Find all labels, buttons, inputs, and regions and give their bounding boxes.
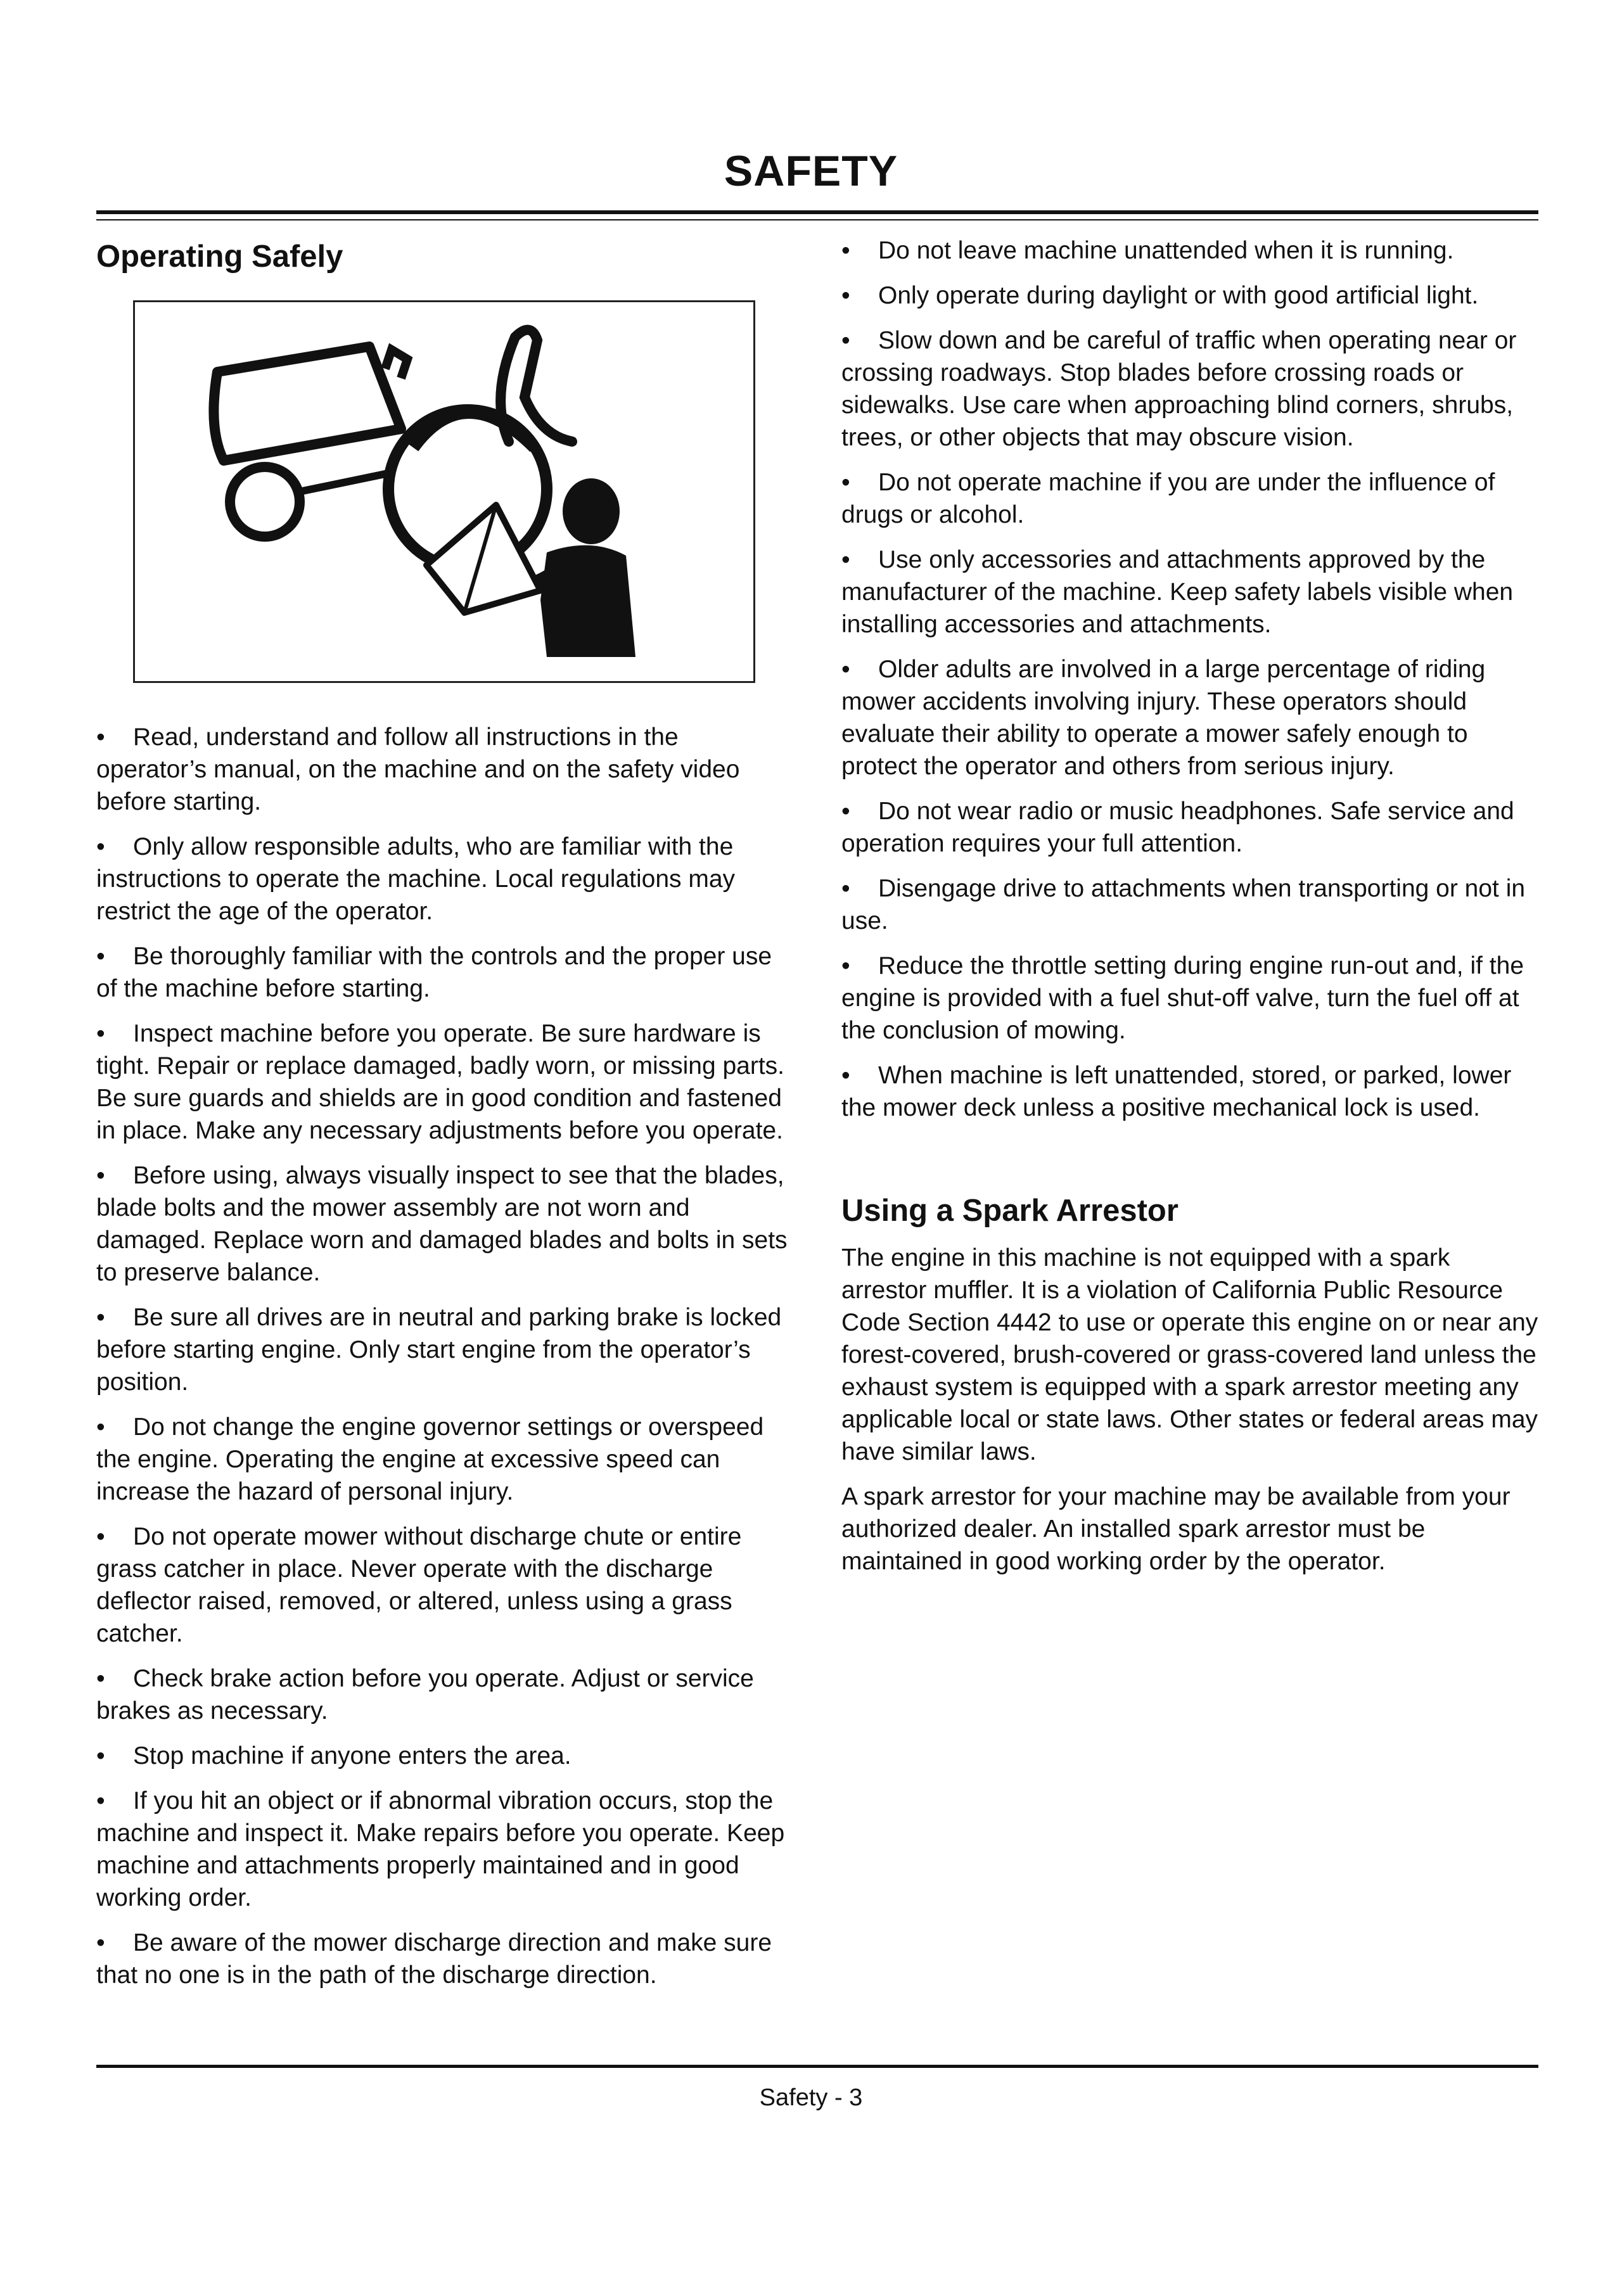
operating-bullets-left [96,721,789,1991]
list-item: • Before using, always visually inspect to see that the blades, blade bolts and the mower assembly are not worn and damaged. Replace worn and damaged blades and bolts in sets to preserve balance. [96,1162,788,1286]
operating-safely-heading: Operating Safely [96,239,343,274]
spark-paragraph-2: A spark arrestor for your machine may be available from your authorized dealer. An installed spark arrestor must be maintained in good working order by the operator. [841,1483,1510,1575]
list-item: • Check brake action before you operate. Adjust or service brakes as necessary. [96,1665,754,1725]
header-rule [96,210,1538,214]
page-footer: Safety - 3 [759,2084,863,2111]
footer-rule [96,2065,1538,2068]
right-column [841,234,1538,1590]
spark-arrestor-heading: Using a Spark Arrestor [841,1194,1178,1228]
list-item: • Only allow responsible adults, who are familiar with the instructions to operate the machine. Local regulations may restrict the age of the operator. [96,833,736,925]
list-item: • Do not operate machine if you are under the influence of drugs or alcohol. [841,469,1495,528]
list-item: • When machine is left unattended, stored, or parked, lower the mower deck unless a positive mechanical lock is used. [841,1062,1512,1121]
list-item: • Read, understand and follow all instructions in the operator’s manual, on the machine and on the safety video before starting. [96,724,740,815]
list-item: • Reduce the throttle setting during engine run-out and, if the engine is provided with a fuel shut-off valve, turn the fuel off at the conclusion of mowing. [841,952,1524,1044]
page-title: SAFETY [724,147,898,195]
operator-reading-manual-tractor-icon [135,302,753,681]
header-rule-thin [96,219,1538,220]
list-item: • Do not operate mower without discharge chute or entire grass catcher in place. Never operate with the discharge deflector raised, removed, or altered, unless using a grass catcher. [96,1523,742,1647]
safety-illustration [133,300,755,683]
list-item: • Stop machine if anyone enters the area. [96,1742,572,1770]
list-item: • Disengage drive to attachments when transporting or not in use. [841,875,1526,934]
list-item: • Do not wear radio or music headphones. Safe service and operation requires your full attention. [841,798,1514,857]
operating-bullets-right [841,234,1538,1124]
spark-paragraph-1: The engine in this machine is not equipped with a spark arrestor muffler. It is a violation of California Public Resource Code Section 4442 to use or operate this engine on or near any forest-covered, brush-covered or grass-covered land unless the exhaust system is equipped with a spark arrestor meeting any applicable local or state laws. Other states or federal areas may have similar laws. [841,1244,1538,1465]
list-item: • Slow down and be careful of traffic when operating near or crossing roadways. Stop blades before crossing roads or sidewalks. Use care when approaching blind corners, shrubs, trees, or other objects that may obscure vision. [841,327,1517,451]
list-item: • Older adults are involved in a large percentage of riding mower accidents involving injury. These operators should evaluate their ability to operate a mower safely enough to protect the operator and others from serious injury. [841,656,1486,780]
section-spacer [841,1137,1538,1189]
list-item: • Be sure all drives are in neutral and parking brake is locked before starting engine. Only start engine from the operator’s position. [96,1304,782,1396]
list-item: • Be aware of the mower discharge direction and make sure that no one is in the path of the discharge direction. [96,1929,772,1989]
list-item: • Be thoroughly familiar with the controls and the proper use of the machine before starting. [96,943,772,1002]
list-item: • Use only accessories and attachments approved by the manufacturer of the machine. Keep safety labels visible when installing accessories and attachments. [841,546,1514,638]
list-item: • Do not leave machine unattended when it is running. [841,237,1454,264]
list-item: • If you hit an object or if abnormal vibration occurs, stop the machine and inspect it. Make repairs before you operate. Keep machine and attachments properly maintained and in good working order. [96,1787,785,1911]
list-item: • Do not change the engine governor settings or overspeed the engine. Operating the engine at excessive speed can increase the hazard of personal injury. [96,1413,764,1505]
list-item: • Inspect machine before you operate. Be sure hardware is tight. Repair or replace damaged, badly worn, or missing parts. Be sure guards and shields are in good condition and fastened in place. Make any necessary adjustments before you operate. [96,1020,785,1144]
left-column [96,234,789,2004]
list-item: • Only operate during daylight or with good artificial light. [841,282,1479,309]
